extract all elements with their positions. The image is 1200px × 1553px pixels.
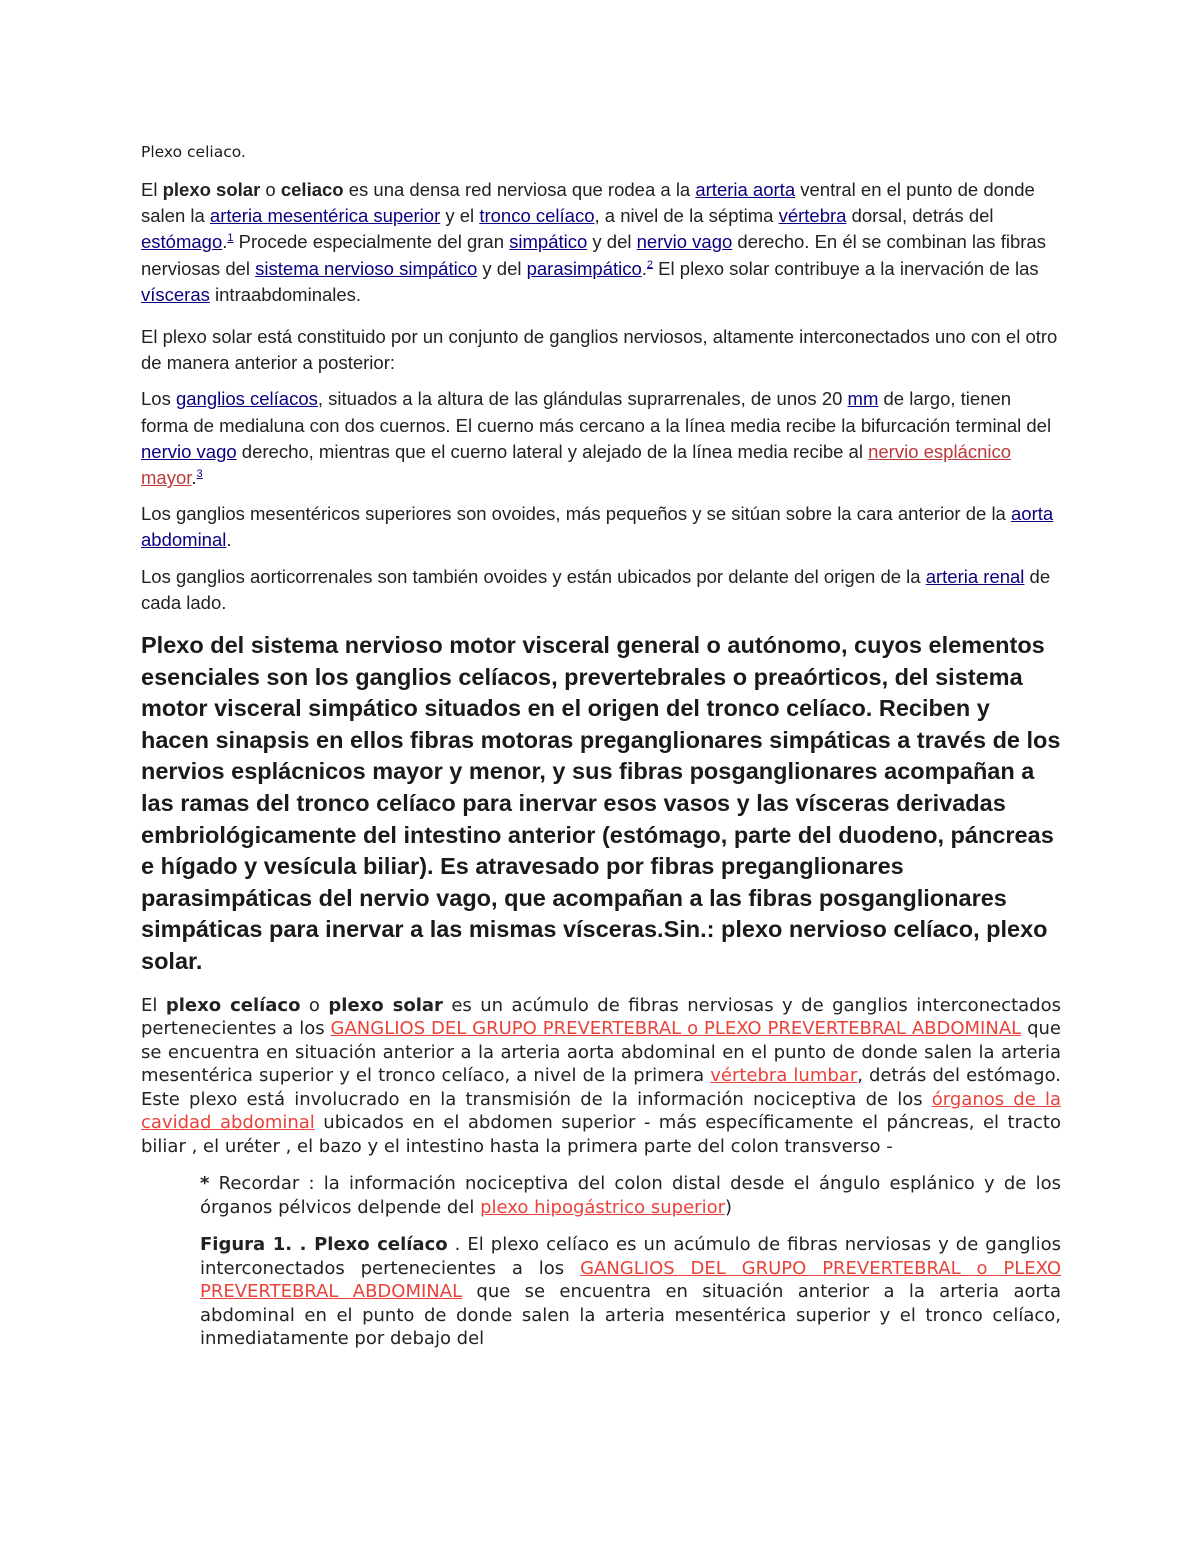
paragraph-plexo-celiaco xyxy=(141,994,1061,1159)
text: es un acúmulo de fibras nerviosas y de ganglios interconectados pertenecientes a los xyxy=(141,994,1061,1040)
text: . xyxy=(641,257,647,279)
link-ganglios-grupo-prevertebral[interactable]: GANGLIOS DEL GRUPO PREVERTEBRAL o PLEXO PREVERTEBRAL ABDOMINAL xyxy=(200,1257,1062,1303)
text: o xyxy=(300,994,329,1016)
text: derecho. En él se combinan las fibras nerviosas del xyxy=(141,231,1046,279)
text: Los xyxy=(141,388,176,410)
document-title: Plexo celiaco. xyxy=(141,143,246,161)
paragraph-recordar xyxy=(200,1172,1061,1219)
text: que se encuentra en situación anterior a la arteria aorta abdominal en el punto de donde salen la arteria mesentérica superior y el tronco celíaco, inmediatamente por debajo del xyxy=(200,1281,1062,1350)
document-page xyxy=(141,143,1061,1365)
link-aorta-abdominal[interactable]: aorta abdominal xyxy=(141,503,1054,551)
link-organos-cavidad-abdominal[interactable]: órganos de la cavidad abdominal xyxy=(141,1088,1062,1134)
text: dorsal, detrás del xyxy=(846,205,994,227)
link-tronco-celiaco[interactable]: tronco celíaco xyxy=(479,205,595,227)
text: intraabdominales. xyxy=(209,283,362,305)
text: derecho, mientras que el cuerno lateral y alejado de la línea media recibe al xyxy=(236,440,869,462)
paragraph-definition-bold: Plexo del sistema nervioso motor visceral general o autónomo, cuyos elementos esenciales son los ganglios celíacos, prevertebrales o preaórticos, del sistema motor visceral simpático situados en el origen del tronco celíaco. Reciben y hacen sinapsis en ellos fibras motoras preganglionares simpáticas a través de los nervios esplácnicos mayor y menor, y sus fibras posganglionares acompañan a las ramas del tronco celíaco para inervar esos vasos y las vísceras derivadas embriológicamente del intestino anterior (estómago, parte del duodeno, páncreas e hígado y vesícula biliar). Es atravesado por fibras preganglionares parasimpáticas del nervio vago, que acompañan a las fibras posganglionares simpáticas para inervar a las mismas vísceras.Sin.: plexo nervioso celíaco, plexo solar. xyxy=(141,632,1061,974)
link-sistema-nervioso-simpatico[interactable]: sistema nervioso simpático xyxy=(255,257,478,279)
text: que se encuentra en situación anterior a la arteria aorta abdominal en el punto de donde salen la arteria mesentérica superior y el tronco celíaco, a nivel de la primera xyxy=(141,1018,1061,1087)
link-nervio-vago[interactable]: nervio vago xyxy=(141,440,237,462)
bold-term: plexo solar xyxy=(162,179,261,200)
text: y el xyxy=(440,205,480,227)
link-mm[interactable]: mm xyxy=(847,388,879,410)
paragraph-intro xyxy=(141,177,1061,308)
text: , a nivel de la séptima xyxy=(594,205,779,227)
link-vertebra-lumbar[interactable]: vértebra lumbar xyxy=(710,1065,858,1087)
text: ubicados en el abdomen superior - más específicamente el páncreas, el tracto biliar , el uréter , el bazo y el intestino hasta la primera parte del colon transverso - xyxy=(141,1112,1061,1157)
link-nervio-esplacnico-mayor[interactable]: nervio esplácnico mayor xyxy=(141,440,1012,489)
link-estomago[interactable]: estómago xyxy=(141,231,223,253)
footnote-link[interactable]: 1 xyxy=(227,232,234,245)
link-plexo-hipogastrico[interactable]: plexo hipogástrico superior xyxy=(480,1196,725,1218)
link-ganglios-celiacos[interactable]: ganglios celíacos xyxy=(175,388,318,410)
text: Los ganglios aorticorrenales son también ovoides y están ubicados por delante del origen de la xyxy=(141,565,926,587)
link-simpatico[interactable]: simpático xyxy=(509,231,588,253)
paragraph-ganglios-celiacos xyxy=(141,386,1061,491)
bold-term: plexo celíaco xyxy=(165,994,301,1016)
paragraph-ganglios-aorticorrenales xyxy=(141,564,1061,616)
text: y del xyxy=(587,231,637,253)
text: de cada lado. xyxy=(141,565,1051,613)
text: ventral en el punto de donde salen la xyxy=(141,179,1035,227)
text: , detrás del estómago. Este plexo está involucrado en la transmisión de la información nociceptiva de los xyxy=(141,1065,1061,1110)
link-arteria-aorta[interactable]: arteria aorta xyxy=(695,179,796,200)
text: El plexo solar contribuye a la inervación de las xyxy=(653,257,1039,279)
link-parasimpatico[interactable]: parasimpático xyxy=(526,257,642,279)
text: . xyxy=(226,529,232,551)
figure-caption-label: Figura 1. . Plexo celíaco xyxy=(200,1234,448,1256)
text: . El plexo celíaco es un acúmulo de fibras nerviosas y de ganglios interconectados pertenecientes a los xyxy=(200,1234,1061,1279)
text: ) xyxy=(724,1196,733,1218)
text: y del xyxy=(477,257,527,279)
link-arteria-renal[interactable]: arteria renal xyxy=(925,565,1025,587)
link-ganglios-grupo-prevertebral[interactable]: GANGLIOS DEL GRUPO PREVERTEBRAL o PLEXO PREVERTEBRAL ABDOMINAL xyxy=(330,1018,1022,1040)
text: Recordar : la información nociceptiva del colon distal desde el ángulo esplánico y de los órganos pélvicos delpende del xyxy=(200,1173,1061,1218)
text: . xyxy=(222,231,228,253)
link-arteria-mesenterica[interactable]: arteria mesentérica superior xyxy=(209,205,441,227)
paragraph-ganglios: El plexo solar está constituido por un conjunto de ganglios nerviosos, altamente interconectados uno con el otro de manera anterior a posterior: xyxy=(141,326,1058,374)
footnote-link[interactable]: 3 xyxy=(196,467,203,480)
asterisk: * xyxy=(200,1173,210,1195)
bold-term: plexo solar xyxy=(328,994,443,1016)
link-visceras[interactable]: vísceras xyxy=(141,283,210,305)
text: El xyxy=(141,179,163,200)
text: , situados a la altura de las glándulas suprarrenales, de unos 20 xyxy=(317,388,848,410)
text: Procede especialmente del gran xyxy=(233,231,510,253)
paragraph-figura xyxy=(200,1233,1061,1351)
text: de largo, tienen forma de medialuna con dos cuernos. El cuerno más cercano a la línea media recibe la bifurcación terminal del xyxy=(141,388,1052,436)
footnote-link[interactable]: 2 xyxy=(646,258,654,271)
text: El xyxy=(141,994,166,1016)
text: es una densa red nerviosa que rodea a la xyxy=(343,179,696,200)
text: . xyxy=(191,467,197,489)
link-nervio-vago[interactable]: nervio vago xyxy=(636,231,733,253)
bold-term: celiaco xyxy=(280,179,344,200)
text: Los ganglios mesentéricos superiores son ovoides, más pequeños y se sitúan sobre la cara anterior de la xyxy=(141,503,1011,525)
paragraph-ganglios-mesentericos xyxy=(141,501,1061,553)
link-vertebra[interactable]: vértebra xyxy=(778,205,847,227)
text: o xyxy=(260,179,281,200)
